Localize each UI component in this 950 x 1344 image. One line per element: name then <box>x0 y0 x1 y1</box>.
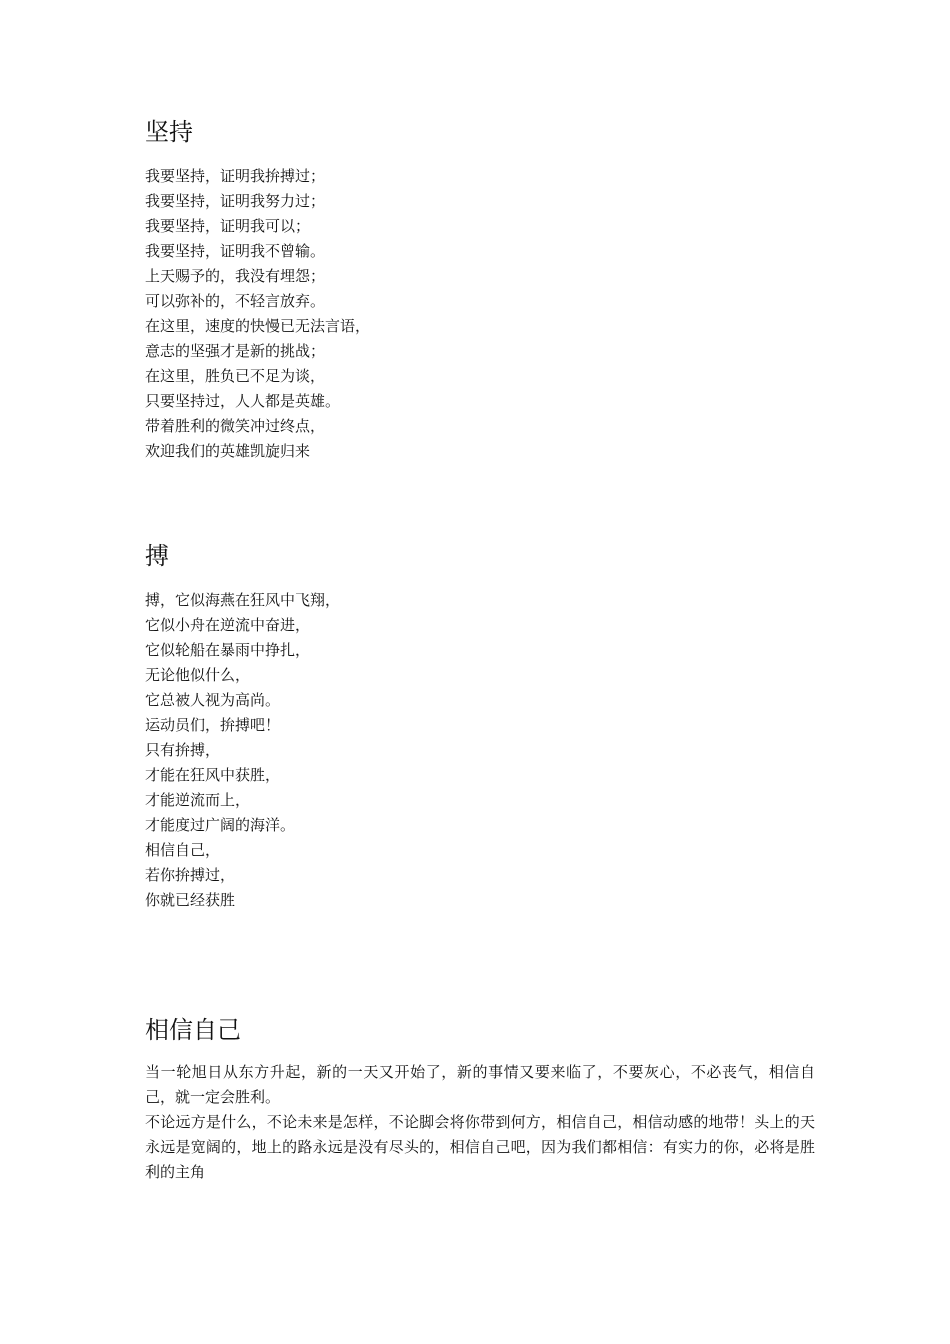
poem-line: 欢迎我们的英雄凯旋归来 <box>145 442 311 460</box>
poem-line: 相信自己， <box>145 841 221 859</box>
poem-line: 无论他似什么， <box>145 666 251 684</box>
poem-line: 才能度过广阔的海洋。 <box>145 816 296 834</box>
poem-line: 我要坚持，证明我努力过； <box>145 192 326 210</box>
poem-line: 只要坚持过，人人都是英雄。 <box>145 392 341 410</box>
poem-line: 运动员们，拚搏吧！ <box>145 716 281 734</box>
poem-line: 我要坚持，证明我拚搏过； <box>145 167 326 185</box>
poem-line: 在这里，胜负已不足为谈， <box>145 367 326 385</box>
poem-line: 若你拚搏过， <box>145 866 236 884</box>
poem-body <box>145 588 815 913</box>
poem-line: 你就已经获胜 <box>145 891 236 909</box>
poem-line: 才能逆流而上， <box>145 791 251 809</box>
poem-line: 它总被人视为高尚。 <box>145 691 281 709</box>
poem-title: 搏 <box>145 542 169 570</box>
essay-body <box>145 1060 815 1185</box>
poem-line: 带着胜利的微笑冲过终点， <box>145 417 326 435</box>
poem-section-struggle <box>145 540 815 913</box>
poem-section-persistence <box>145 116 815 464</box>
poem-body <box>145 164 815 464</box>
poem-title: 坚持 <box>145 118 193 146</box>
poem-line: 它似轮船在暴雨中挣扎， <box>145 641 311 659</box>
poem-line: 我要坚持，证明我可以； <box>145 217 311 235</box>
poem-line: 我要坚持，证明我不曾输。 <box>145 242 326 260</box>
poem-line: 只有拚搏， <box>145 741 221 759</box>
poem-line: 才能在狂风中获胜， <box>145 766 281 784</box>
poem-line: 可以弥补的，不轻言放弃。 <box>145 292 326 310</box>
essay-paragraph: 当一轮旭日从东方升起，新的一天又开始了，新的事情又要来临了，不要灰心，不必丧气，相信自己，就一定会胜利。 <box>145 1063 815 1106</box>
essay-title: 相信自己 <box>145 1016 241 1044</box>
poem-line: 意志的坚强才是新的挑战； <box>145 342 326 360</box>
essay-section-believe-yourself <box>145 1014 815 1185</box>
poem-line: 在这里，速度的快慢已无法言语， <box>145 317 371 335</box>
poem-line: 它似小舟在逆流中奋进， <box>145 616 311 634</box>
poem-line: 上天赐予的，我没有埋怨； <box>145 267 326 285</box>
poem-line: 搏，它似海燕在狂风中飞翔， <box>145 591 341 609</box>
essay-paragraph: 不论远方是什么，不论未来是怎样，不论脚会将你带到何方，相信自己，相信动感的地带！头上的天永远是宽阔的，地上的路永远是没有尽头的，相信自己吧，因为我们都相信：有实力的你，必将是胜利的主角 <box>145 1113 815 1181</box>
